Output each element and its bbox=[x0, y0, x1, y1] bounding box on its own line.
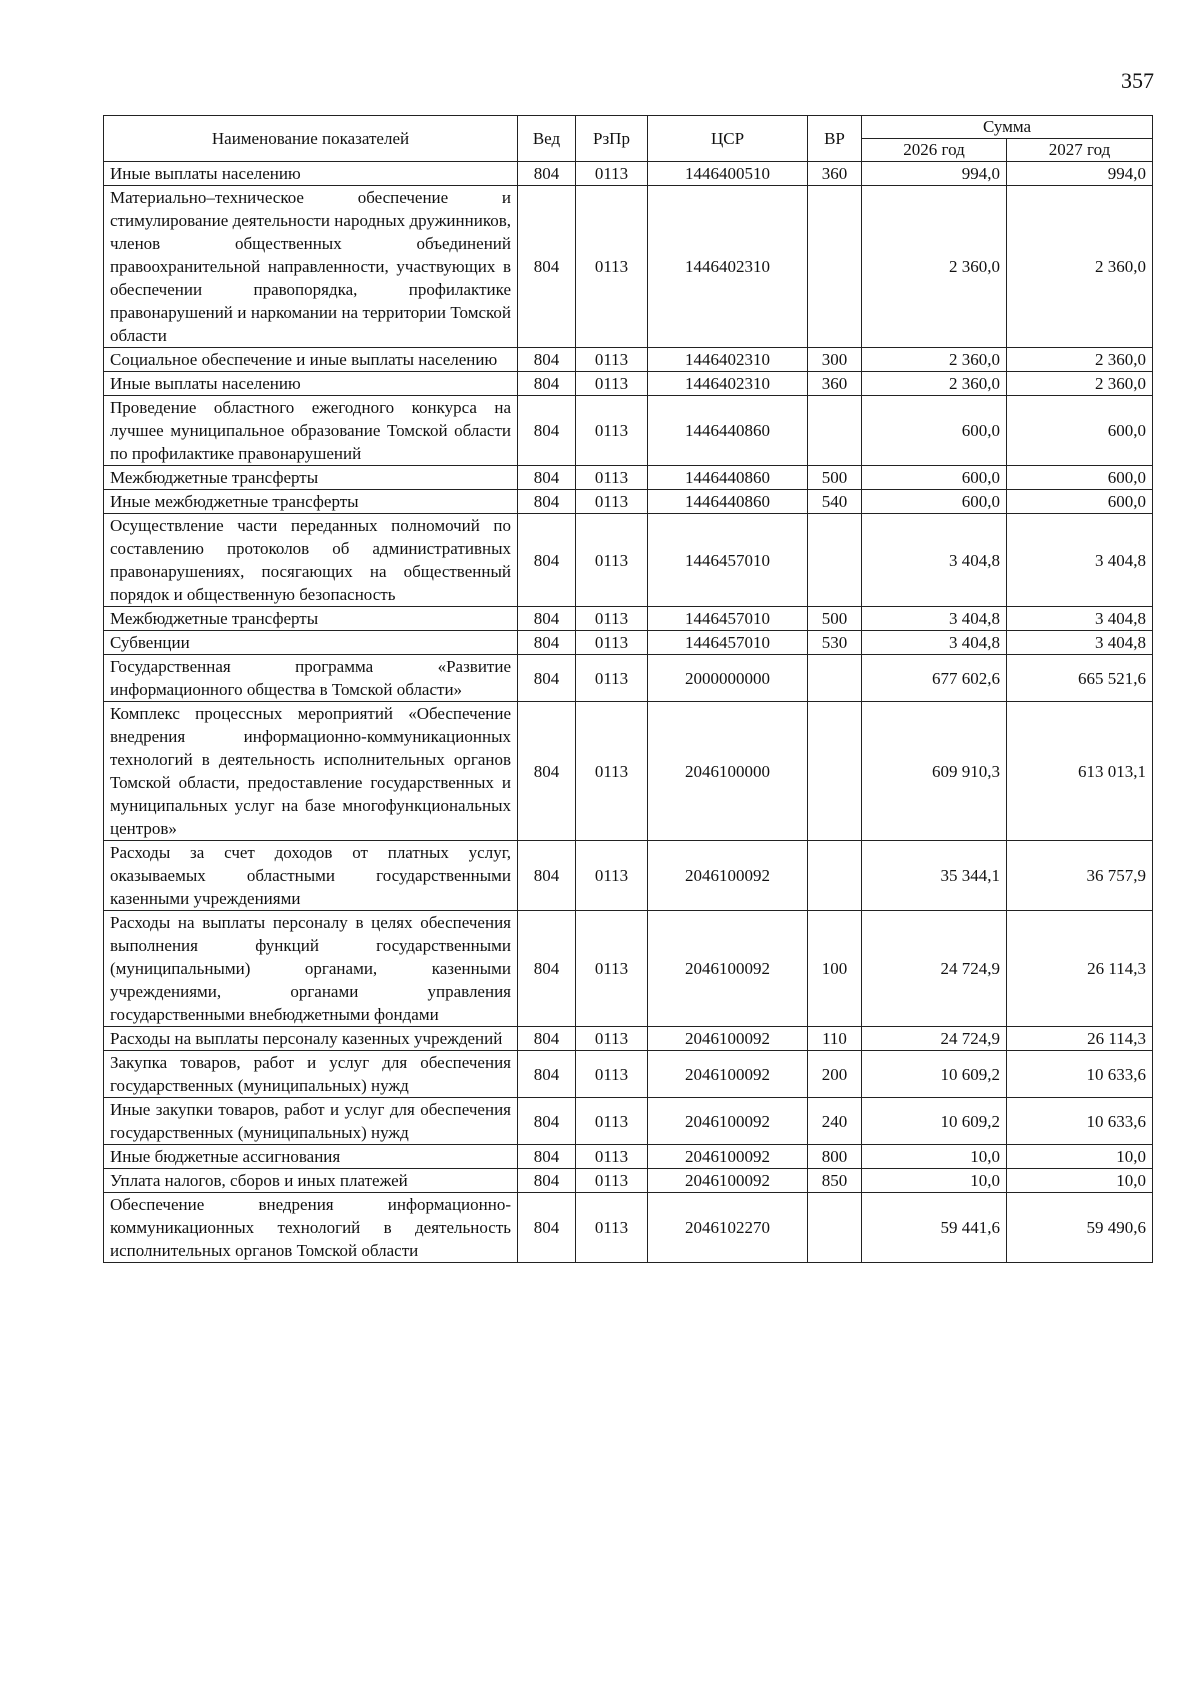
cell-sum-2027: 10,0 bbox=[1007, 1145, 1153, 1169]
cell-sum-2027: 3 404,8 bbox=[1007, 607, 1153, 631]
cell-name: Закупка товаров, работ и услуг для обеспечения государственных (муниципальных) нужд bbox=[104, 1051, 518, 1098]
cell-sum-2026: 609 910,3 bbox=[862, 702, 1007, 841]
cell-name: Расходы на выплаты персоналу казенных учреждений bbox=[104, 1027, 518, 1051]
cell-name: Материально–техническое обеспечение и стимулирование деятельности народных дружинников, членов общественных объединений правоохранительной направленности, участвующих в обеспечении правопорядка, профилактике правонарушений и наркомании на территории Томской области bbox=[104, 186, 518, 348]
cell-rzpr: 0113 bbox=[576, 490, 648, 514]
cell-rzpr: 0113 bbox=[576, 1098, 648, 1145]
cell-ved: 804 bbox=[518, 514, 576, 607]
cell-sum-2027: 10,0 bbox=[1007, 1169, 1153, 1193]
cell-vr: 500 bbox=[808, 607, 862, 631]
cell-rzpr: 0113 bbox=[576, 1051, 648, 1098]
cell-vr: 200 bbox=[808, 1051, 862, 1098]
cell-vr bbox=[808, 396, 862, 466]
cell-rzpr: 0113 bbox=[576, 396, 648, 466]
cell-ved: 804 bbox=[518, 1145, 576, 1169]
cell-csr: 1446402310 bbox=[648, 348, 808, 372]
cell-ved: 804 bbox=[518, 1027, 576, 1051]
cell-sum-2026: 35 344,1 bbox=[862, 841, 1007, 911]
cell-rzpr: 0113 bbox=[576, 1027, 648, 1051]
cell-name: Межбюджетные трансферты bbox=[104, 607, 518, 631]
cell-csr: 2046100092 bbox=[648, 1027, 808, 1051]
cell-csr: 2000000000 bbox=[648, 655, 808, 702]
cell-vr bbox=[808, 186, 862, 348]
cell-csr: 2046100092 bbox=[648, 1098, 808, 1145]
table-row bbox=[104, 1169, 1153, 1193]
cell-ved: 804 bbox=[518, 348, 576, 372]
cell-vr: 240 bbox=[808, 1098, 862, 1145]
cell-sum-2026: 10,0 bbox=[862, 1145, 1007, 1169]
cell-sum-2026: 600,0 bbox=[862, 466, 1007, 490]
cell-name: Иные межбюджетные трансферты bbox=[104, 490, 518, 514]
cell-sum-2027: 3 404,8 bbox=[1007, 514, 1153, 607]
cell-csr: 2046100092 bbox=[648, 841, 808, 911]
cell-rzpr: 0113 bbox=[576, 348, 648, 372]
table-row bbox=[104, 631, 1153, 655]
cell-sum-2027: 2 360,0 bbox=[1007, 348, 1153, 372]
table-row bbox=[104, 514, 1153, 607]
cell-name: Уплата налогов, сборов и иных платежей bbox=[104, 1169, 518, 1193]
cell-sum-2027: 36 757,9 bbox=[1007, 841, 1153, 911]
table-row bbox=[104, 607, 1153, 631]
cell-sum-2027: 26 114,3 bbox=[1007, 1027, 1153, 1051]
cell-csr: 1446457010 bbox=[648, 514, 808, 607]
cell-sum-2026: 10 609,2 bbox=[862, 1098, 1007, 1145]
header-year-2027: 2027 год bbox=[1007, 139, 1153, 162]
table-row bbox=[104, 162, 1153, 186]
cell-sum-2027: 665 521,6 bbox=[1007, 655, 1153, 702]
cell-vr: 360 bbox=[808, 162, 862, 186]
cell-sum-2027: 10 633,6 bbox=[1007, 1098, 1153, 1145]
cell-ved: 804 bbox=[518, 655, 576, 702]
cell-csr: 1446440860 bbox=[648, 490, 808, 514]
cell-csr: 1446457010 bbox=[648, 631, 808, 655]
cell-vr bbox=[808, 514, 862, 607]
cell-vr bbox=[808, 702, 862, 841]
table-row bbox=[104, 466, 1153, 490]
cell-rzpr: 0113 bbox=[576, 1193, 648, 1263]
cell-name: Комплекс процессных мероприятий «Обеспечение внедрения информационно-коммуникационных технологий в деятельность исполнительных органов Томской области, предоставление государственных и муниципальных услуг на базе многофункциональных центров» bbox=[104, 702, 518, 841]
cell-csr: 1446402310 bbox=[648, 372, 808, 396]
cell-rzpr: 0113 bbox=[576, 1169, 648, 1193]
table-row bbox=[104, 490, 1153, 514]
cell-sum-2026: 59 441,6 bbox=[862, 1193, 1007, 1263]
cell-sum-2026: 600,0 bbox=[862, 490, 1007, 514]
cell-sum-2027: 2 360,0 bbox=[1007, 186, 1153, 348]
table-header bbox=[104, 116, 1153, 162]
cell-name: Расходы за счет доходов от платных услуг, оказываемых областными государственными казенными учреждениями bbox=[104, 841, 518, 911]
cell-csr: 1446457010 bbox=[648, 607, 808, 631]
cell-vr: 850 bbox=[808, 1169, 862, 1193]
cell-name: Обеспечение внедрения информационно-коммуникационных технологий в деятельность исполнительных органов Томской области bbox=[104, 1193, 518, 1263]
cell-rzpr: 0113 bbox=[576, 911, 648, 1027]
cell-csr: 2046102270 bbox=[648, 1193, 808, 1263]
cell-csr: 1446400510 bbox=[648, 162, 808, 186]
cell-sum-2026: 2 360,0 bbox=[862, 186, 1007, 348]
cell-ved: 804 bbox=[518, 1051, 576, 1098]
cell-sum-2027: 10 633,6 bbox=[1007, 1051, 1153, 1098]
cell-sum-2027: 26 114,3 bbox=[1007, 911, 1153, 1027]
header-year-2026: 2026 год bbox=[862, 139, 1007, 162]
cell-vr bbox=[808, 841, 862, 911]
cell-rzpr: 0113 bbox=[576, 1145, 648, 1169]
cell-vr: 500 bbox=[808, 466, 862, 490]
cell-name: Иные выплаты населению bbox=[104, 162, 518, 186]
cell-sum-2026: 994,0 bbox=[862, 162, 1007, 186]
cell-name: Субвенции bbox=[104, 631, 518, 655]
table-row bbox=[104, 702, 1153, 841]
table-row bbox=[104, 396, 1153, 466]
table-row bbox=[104, 655, 1153, 702]
cell-sum-2027: 613 013,1 bbox=[1007, 702, 1153, 841]
table-row bbox=[104, 1027, 1153, 1051]
header-vr: ВР bbox=[808, 116, 862, 162]
cell-rzpr: 0113 bbox=[576, 631, 648, 655]
cell-sum-2026: 2 360,0 bbox=[862, 372, 1007, 396]
cell-vr: 110 bbox=[808, 1027, 862, 1051]
cell-sum-2026: 600,0 bbox=[862, 396, 1007, 466]
cell-rzpr: 0113 bbox=[576, 186, 648, 348]
header-csr: ЦСР bbox=[648, 116, 808, 162]
cell-name: Межбюджетные трансферты bbox=[104, 466, 518, 490]
cell-vr bbox=[808, 655, 862, 702]
cell-ved: 804 bbox=[518, 841, 576, 911]
cell-ved: 804 bbox=[518, 466, 576, 490]
cell-name: Иные выплаты населению bbox=[104, 372, 518, 396]
cell-sum-2026: 3 404,8 bbox=[862, 607, 1007, 631]
table-row bbox=[104, 372, 1153, 396]
table-row bbox=[104, 1098, 1153, 1145]
cell-csr: 1446402310 bbox=[648, 186, 808, 348]
cell-sum-2027: 600,0 bbox=[1007, 490, 1153, 514]
cell-sum-2026: 10,0 bbox=[862, 1169, 1007, 1193]
table-row bbox=[104, 1051, 1153, 1098]
cell-ved: 804 bbox=[518, 1098, 576, 1145]
cell-sum-2027: 600,0 bbox=[1007, 396, 1153, 466]
cell-name: Иные бюджетные ассигнования bbox=[104, 1145, 518, 1169]
cell-sum-2026: 677 602,6 bbox=[862, 655, 1007, 702]
cell-rzpr: 0113 bbox=[576, 655, 648, 702]
header-ved: Вед bbox=[518, 116, 576, 162]
table-row bbox=[104, 1145, 1153, 1169]
cell-ved: 804 bbox=[518, 490, 576, 514]
cell-rzpr: 0113 bbox=[576, 607, 648, 631]
cell-rzpr: 0113 bbox=[576, 372, 648, 396]
cell-vr: 360 bbox=[808, 372, 862, 396]
cell-sum-2026: 2 360,0 bbox=[862, 348, 1007, 372]
header-name: Наименование показателей bbox=[104, 116, 518, 162]
table-row bbox=[104, 911, 1153, 1027]
cell-sum-2026: 3 404,8 bbox=[862, 514, 1007, 607]
cell-sum-2026: 3 404,8 bbox=[862, 631, 1007, 655]
cell-csr: 2046100092 bbox=[648, 911, 808, 1027]
cell-name: Социальное обеспечение и иные выплаты населению bbox=[104, 348, 518, 372]
cell-sum-2027: 600,0 bbox=[1007, 466, 1153, 490]
cell-sum-2027: 59 490,6 bbox=[1007, 1193, 1153, 1263]
cell-ved: 804 bbox=[518, 631, 576, 655]
table-row bbox=[104, 841, 1153, 911]
cell-csr: 2046100092 bbox=[648, 1145, 808, 1169]
table-row bbox=[104, 1193, 1153, 1263]
cell-rzpr: 0113 bbox=[576, 162, 648, 186]
cell-sum-2027: 2 360,0 bbox=[1007, 372, 1153, 396]
cell-vr: 540 bbox=[808, 490, 862, 514]
cell-csr: 1446440860 bbox=[648, 466, 808, 490]
cell-vr: 800 bbox=[808, 1145, 862, 1169]
cell-ved: 804 bbox=[518, 911, 576, 1027]
cell-sum-2027: 994,0 bbox=[1007, 162, 1153, 186]
cell-ved: 804 bbox=[518, 372, 576, 396]
table-row bbox=[104, 186, 1153, 348]
table-row bbox=[104, 348, 1153, 372]
cell-sum-2026: 24 724,9 bbox=[862, 1027, 1007, 1051]
cell-ved: 804 bbox=[518, 396, 576, 466]
cell-csr: 2046100092 bbox=[648, 1051, 808, 1098]
cell-sum-2027: 3 404,8 bbox=[1007, 631, 1153, 655]
cell-name: Государственная программа «Развитие информационного общества в Томской области» bbox=[104, 655, 518, 702]
cell-vr: 100 bbox=[808, 911, 862, 1027]
cell-ved: 804 bbox=[518, 1169, 576, 1193]
header-rzpr: РзПр bbox=[576, 116, 648, 162]
cell-ved: 804 bbox=[518, 1193, 576, 1263]
page-number: 357 bbox=[1121, 68, 1154, 93]
cell-rzpr: 0113 bbox=[576, 702, 648, 841]
cell-vr bbox=[808, 1193, 862, 1263]
cell-name: Осуществление части переданных полномочий по составлению протоколов об административных правонарушениях, посягающих на общественный порядок и общественную безопасность bbox=[104, 514, 518, 607]
table-body bbox=[104, 162, 1153, 1263]
cell-ved: 804 bbox=[518, 186, 576, 348]
cell-rzpr: 0113 bbox=[576, 841, 648, 911]
cell-rzpr: 0113 bbox=[576, 466, 648, 490]
cell-csr: 2046100092 bbox=[648, 1169, 808, 1193]
cell-name: Проведение областного ежегодного конкурса на лучшее муниципальное образование Томской области по профилактике правонарушений bbox=[104, 396, 518, 466]
cell-ved: 804 bbox=[518, 702, 576, 841]
cell-name: Иные закупки товаров, работ и услуг для обеспечения государственных (муниципальных) нужд bbox=[104, 1098, 518, 1145]
header-sum: Сумма bbox=[862, 116, 1153, 139]
cell-csr: 2046100000 bbox=[648, 702, 808, 841]
cell-sum-2026: 24 724,9 bbox=[862, 911, 1007, 1027]
cell-vr: 300 bbox=[808, 348, 862, 372]
cell-name: Расходы на выплаты персоналу в целях обеспечения выполнения функций государственными (муниципальными) органами, казенными учреждениями, органами управления государственными внебюджетными фондами bbox=[104, 911, 518, 1027]
cell-rzpr: 0113 bbox=[576, 514, 648, 607]
budget-table bbox=[103, 115, 1153, 1263]
cell-ved: 804 bbox=[518, 162, 576, 186]
cell-sum-2026: 10 609,2 bbox=[862, 1051, 1007, 1098]
cell-ved: 804 bbox=[518, 607, 576, 631]
cell-csr: 1446440860 bbox=[648, 396, 808, 466]
cell-vr: 530 bbox=[808, 631, 862, 655]
